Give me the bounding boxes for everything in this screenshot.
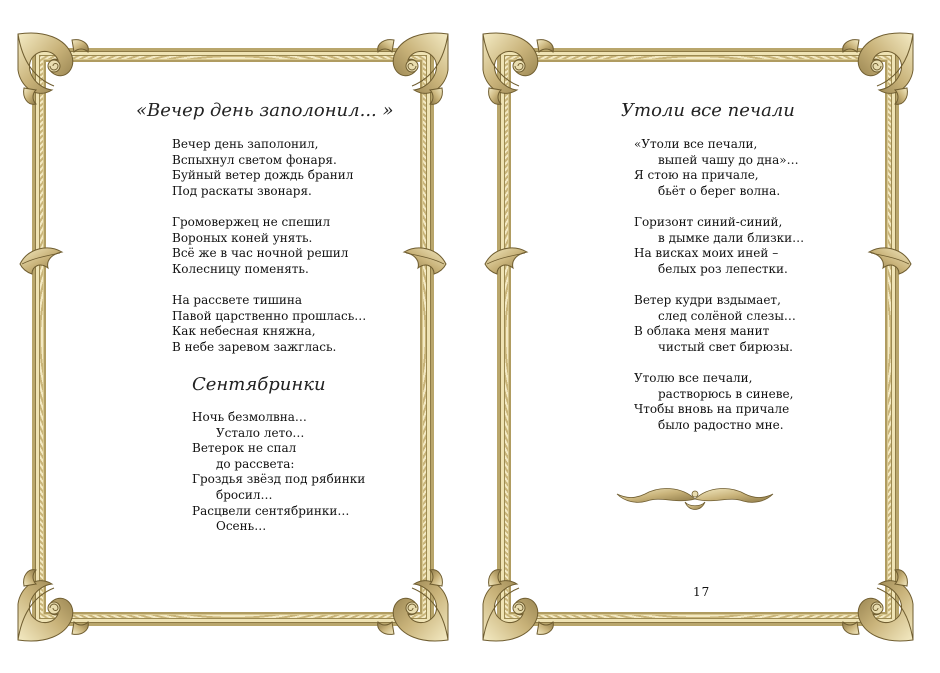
poem-line: в дымке дали близки…: [658, 230, 805, 245]
poem-line: Ветерок не спал: [192, 441, 297, 456]
page-number: 17: [693, 585, 711, 599]
poem-line: Я стою на причале,: [634, 168, 759, 183]
poem-line: Колесницу поменять.: [172, 261, 309, 276]
poem-line: Павой царственно прошлась…: [172, 308, 367, 323]
page-content: [483, 34, 913, 640]
poem-line: «Утоли все печали,: [634, 137, 758, 151]
stanza: [634, 137, 799, 199]
poem-line: растворюсь в синеве,: [658, 386, 794, 401]
poem-line: На висках моих иней –: [634, 246, 779, 261]
poem-line: Горизонт синий-синий,: [634, 215, 783, 229]
poem-line: бьёт о берег волна.: [658, 183, 781, 198]
stanza: [172, 137, 353, 199]
poem-line: Расцвели сентябринки…: [192, 503, 350, 518]
poem-line: белых роз лепестки.: [658, 261, 788, 276]
stanza: [192, 410, 365, 535]
stanza: [634, 371, 793, 433]
stanza: [634, 293, 796, 355]
page-content: [18, 34, 448, 640]
right-page: [483, 34, 913, 640]
poem-title: Сентябринки: [192, 374, 326, 395]
poem-line: На рассвете тишина: [172, 293, 303, 307]
poem-line: В облака меня манит: [634, 324, 770, 339]
poem-line: В небе заревом зажглась.: [172, 339, 337, 354]
poem-title: «Вечер день заполонил... »: [136, 100, 394, 121]
stanza: [172, 215, 348, 277]
poem-line: Осень…: [216, 519, 267, 534]
poem-line: Ветер кудри вздымает,: [634, 293, 781, 307]
poem-line: до рассвета:: [216, 456, 295, 471]
left-page: [18, 34, 448, 640]
poem-line: Вспыхнул светом фонаря.: [172, 152, 337, 167]
poem-line: было радостно мне.: [658, 417, 784, 432]
stanza: [634, 215, 804, 277]
poem-line: Всё же в час ночной решил: [172, 246, 349, 261]
poem-line: Буйный ветер дождь бранил: [172, 168, 354, 183]
poem-line: чистый свет бирюзы.: [658, 339, 793, 354]
poem-line: Вечер день заполонил,: [172, 137, 319, 151]
poem-line: Утолю все печали,: [634, 371, 753, 385]
stanza: [172, 293, 366, 355]
poem-line: Гроздья звёзд под рябинки: [192, 472, 366, 487]
poem-line: Ночь безмолвна…: [192, 410, 307, 424]
poem-line: Как небесная княжна,: [172, 324, 316, 339]
poem-line: выпей чашу до дна»…: [658, 152, 799, 167]
poem-line: Чтобы вновь на причале: [634, 402, 790, 417]
poem-line: Под раскаты звонаря.: [172, 183, 312, 198]
poem-line: Устало лето…: [216, 425, 305, 440]
poem-line: Громовержец не спешил: [172, 215, 331, 229]
poem-line: Вороных коней унять.: [172, 230, 313, 245]
divider-ornament-icon: [615, 482, 775, 516]
poem-line: след солёной слезы…: [658, 308, 796, 323]
poem-line: бросил…: [216, 487, 273, 502]
poem-title: Утоли все печали: [621, 100, 795, 121]
